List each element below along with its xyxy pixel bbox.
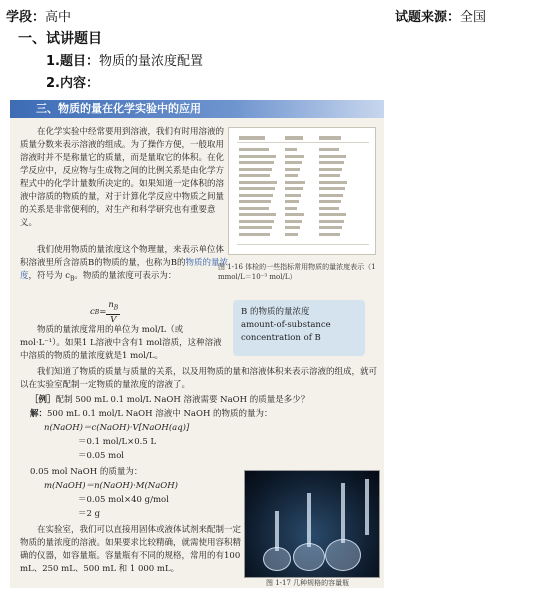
topic-value: 物质的量浓度配置 — [98, 54, 203, 69]
table-cell-mark — [239, 174, 270, 177]
source-label: 试题来源： — [395, 10, 461, 25]
table-cell-mark — [285, 168, 300, 171]
table-cell-mark — [319, 194, 343, 197]
figure-1-17-caption: 图 1-17 几种规格的容量瓶 — [266, 579, 350, 587]
table-cell-mark — [319, 200, 341, 203]
stage-value: 高中 — [45, 10, 72, 25]
formula-numerator-sub: B — [113, 304, 119, 312]
table-cell-mark — [239, 200, 271, 203]
topic-label: 1.题目： — [46, 54, 99, 69]
source-field — [395, 6, 486, 25]
equation-4: m(NaOH)＝n(NaOH)·M(NaOH) — [44, 481, 178, 491]
topic-line — [46, 50, 203, 69]
flask-neck — [307, 493, 311, 547]
flask-body — [325, 539, 361, 571]
table-cell-mark — [239, 168, 272, 171]
table-cell-mark — [285, 174, 298, 177]
table-cell-mark — [319, 161, 344, 164]
formula-denominator: V — [110, 314, 117, 325]
example-question — [30, 394, 384, 407]
concentration-formula — [90, 300, 170, 325]
callout-term-en-2: concentration of B — [241, 333, 321, 343]
table-cell-mark — [239, 181, 277, 184]
table-cell-mark — [239, 213, 276, 216]
flask-neck — [341, 483, 345, 543]
formula-symbol: c — [90, 306, 95, 317]
section-title: 一、试讲题目 — [18, 31, 102, 47]
equation-1: n(NaOH)＝c(NaOH)·V[NaOH(aq)] — [44, 423, 190, 433]
equation-5: ＝0.05 mol×40 g/mol — [78, 495, 169, 505]
lab-paragraph: 在实验室，我们可以直接用固体或液体试剂来配制一定物质的量浓度的溶液。如果要求比较精确，就需使用容积精确的仪器，如容量瓶。容量瓶有不同的规格，常用的有100 mL、250 mL、500 mL 和 1 000 mL。 — [20, 525, 242, 574]
example-label: ［例］ — [30, 395, 56, 405]
equation-2: ＝0.1 mol/L×0.5 L — [78, 437, 157, 447]
term-callout-box — [233, 300, 365, 356]
table-cell-mark — [239, 233, 270, 236]
table-cell-mark — [239, 148, 269, 151]
callout-term-en-1: amount-of-substance — [241, 320, 331, 330]
table-cell-mark — [319, 213, 346, 216]
table-cell-mark — [239, 207, 269, 210]
equation-6: ＝2 g — [78, 509, 101, 519]
table-rule — [237, 142, 369, 143]
intro-paragraph: 在化学实验中经常要用到溶液，我们有时用溶液的质量分数来表示溶液的组成。为了操作方便，一般取用溶液时并不是称量它的质量，而是量取它的体积。在化学反应中，反应物与生成物之间的比例关系是由化学方程式中的化学计量数所决定的。如果知道一定体积的溶液中溶质的物质的量，对于计算化学反应中物质之间量的关系是非常便利的，对生产和科学研究也有重要意义。 — [20, 127, 225, 228]
table-cell-mark — [319, 233, 340, 236]
figure-1-16-caption: 图 1-16 体检的一些指标常用物质的量浓度表示（1 mmol/L＝10⁻³ mol/L） — [218, 263, 376, 281]
callout-term-zh: B 的物质的量浓度 — [241, 307, 310, 317]
table-cell-mark — [285, 136, 303, 140]
table-cell-mark — [285, 226, 300, 229]
flask-neck — [275, 511, 279, 551]
stage-label: 学段： — [6, 10, 46, 25]
flask-neck — [365, 479, 369, 535]
formula-equals: = — [99, 306, 107, 317]
table-cell-mark — [239, 220, 274, 223]
table-cell-mark — [285, 194, 301, 197]
table-cell-mark — [319, 187, 345, 190]
stage-field — [6, 6, 71, 25]
relation-paragraph: 我们知道了物质的质量与质量的关系，以及用物质的量和溶液体积来表示溶液的组成，就可以在实验室配制一定物质的量浓度的溶液了。 — [20, 367, 378, 390]
flask-body — [293, 543, 325, 571]
table-cell-mark — [239, 155, 276, 158]
definition-text-b: 的物质的量，也称为B的 — [94, 258, 186, 268]
table-cell-mark — [319, 168, 342, 171]
table-cell-mark — [319, 220, 344, 223]
equation-3: ＝0.05 mol — [78, 451, 125, 461]
table-cell-mark — [319, 181, 347, 184]
table-cell-mark — [319, 155, 346, 158]
table-rule — [237, 244, 369, 245]
example-text: 配制 500 mL 0.1 mol/L NaOH 溶液需要 NaOH 的质量是多少？ — [55, 395, 310, 405]
table-cell-mark — [285, 200, 299, 203]
formula-numerator: n — [108, 300, 114, 310]
table-cell-mark — [285, 220, 302, 223]
table-cell-mark — [285, 207, 297, 210]
table-cell-mark — [285, 213, 304, 216]
mass-line: 0.05 mol NaOH 的质量为： — [30, 467, 143, 477]
lab-report-table-image — [228, 127, 376, 255]
table-cell-mark — [285, 155, 304, 158]
table-cell-mark — [285, 161, 302, 164]
definition-term: 物质的量浓度 — [20, 258, 229, 281]
table-cell-mark — [239, 136, 265, 140]
table-cell-mark — [285, 181, 305, 184]
units-paragraph: 物质的量浓度常用的单位为 mol/L（或 mol·L⁻¹）。如果1 L溶液中含有1 mol溶质，这种溶液中溶质的物质的量浓度就是1 mol/L。 — [20, 325, 222, 361]
formula-fraction — [106, 300, 120, 325]
definition-text-d: 。物质的量浓度可表示为： — [74, 271, 177, 281]
formula-subscript: B — [94, 308, 100, 316]
definition-paragraph: 我们使用物质的量浓度这个物理量，来表示单位体积溶液里所含溶质B的物质的量，也称为B的物质的量浓度，符号为 $c_B$。物质的量浓度可表示为： — [20, 245, 229, 283]
definition-text-a: 我们使用物质的量浓度这个物理量，来表示单位体积溶液里所含溶质B — [20, 245, 225, 268]
table-cell-mark — [319, 148, 339, 151]
flask-body — [263, 547, 291, 571]
table-cell-mark — [319, 136, 341, 140]
table-cell-mark — [285, 187, 303, 190]
table-cell-mark — [285, 233, 298, 236]
table-cell-mark — [239, 194, 273, 197]
definition-text-c: ，符号为 c — [28, 271, 70, 281]
table-cell-mark — [239, 161, 274, 164]
source-value: 全国 — [460, 10, 487, 25]
solution-line — [30, 408, 384, 421]
content-label: 2.内容： — [46, 76, 99, 91]
table-cell-mark — [319, 207, 339, 210]
table-cell-mark — [319, 226, 342, 229]
table-cell-mark — [319, 174, 340, 177]
table-cell-mark — [239, 187, 275, 190]
table-cell-mark — [285, 148, 297, 151]
section-banner: 三、物质的量在化学实验中的应用 — [10, 100, 384, 118]
solution-text: 500 mL 0.1 mol/L NaOH 溶液中 NaOH 的物质的量为： — [47, 409, 273, 419]
solution-label: 解： — [30, 409, 48, 419]
table-cell-mark — [239, 226, 272, 229]
volumetric-flasks-photo — [244, 470, 380, 578]
